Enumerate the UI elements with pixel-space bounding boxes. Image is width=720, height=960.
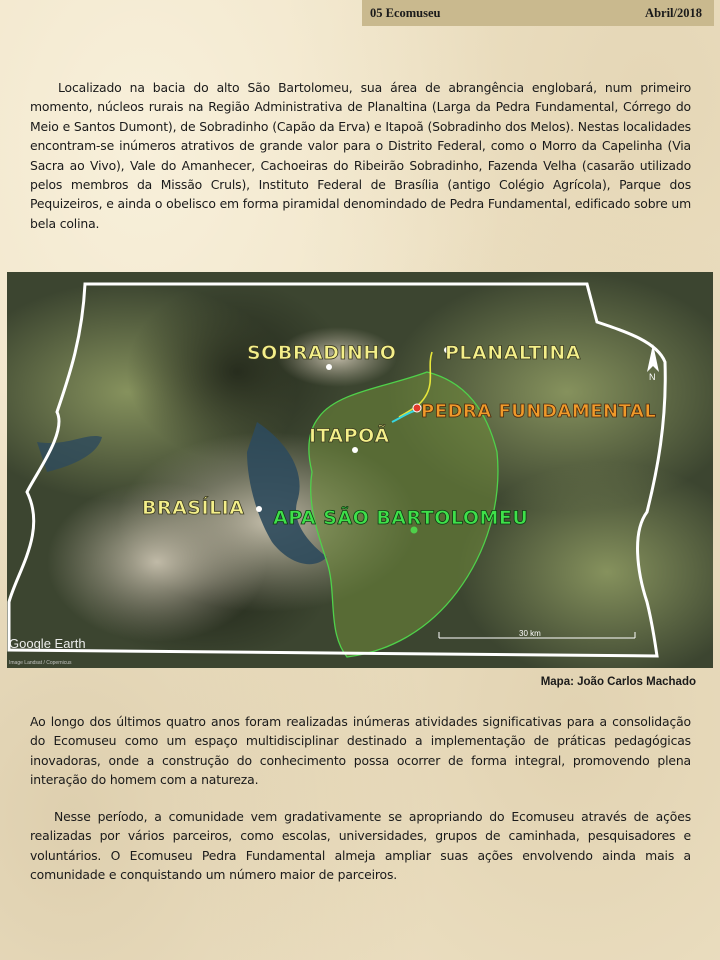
- map-label-pedra-fundamental: PEDRA FUNDAMENTAL: [421, 401, 657, 422]
- google-earth-watermark: Google Earth: [9, 636, 86, 651]
- map-label-itapoa: ITAPOÃ: [309, 425, 390, 447]
- compass-letter: N: [649, 372, 656, 382]
- brasilia-marker: [256, 506, 262, 512]
- imagery-credit: Image Landsat / Copernicus: [9, 660, 72, 666]
- itapoa-marker: [352, 447, 358, 453]
- map-label-planaltina: PLANALTINA: [445, 342, 581, 364]
- header-date: Abril/2018: [645, 5, 702, 20]
- activities-paragraph: Ao longo dos últimos quatro anos foram realizadas inúmeras atividades significativas para a consolidação do Ecomuseu como um espaço multidisciplinar destinado a implementação de práticas pedagógicas inovadoras, onde a construção do conhecimento possa ocorrer de forma integral, promovendo plena interação do homem com a natureza.: [30, 714, 691, 788]
- map-label-sobradinho: SOBRADINHO: [247, 342, 397, 364]
- intro-paragraph: Localizado na bacia do alto São Bartolomeu, sua área de abrangência englobará, num primeiro momento, núcleos rurais na Região Administrativa de Planaltina (Larga da Pedra Fundamental, Córrego do Meio e Santos Dumont), de Sobradinho (Capão da Erva) e Itapoã (Sobradinho dos Melos). Nestas localidades encontram-se inúmeros atrativos de grande valor para o Distrito Federal, como o Morro da Capelinha (Via Sacra ao Vivo), Vale do Amanhecer, Cachoeiras do Ribeirão Sobradinho, Fazenda Velha (casarão utilizado pelos membros da Missão Cruls), Instituto Federal de Brasília (antigo Colégio Agrícola), Parque dos Pequizeiros, e ainda o obelisco em forma piramidal denomindado de Pedra Fundamental, edificado sobre um bela colina.: [30, 80, 691, 231]
- satellite-map: [7, 272, 713, 668]
- pedra-fundamental-marker: [413, 404, 421, 412]
- map-caption: Mapa: João Carlos Machado: [540, 676, 696, 688]
- map-label-apa: APA SÃO BARTOLOMEU: [273, 507, 529, 529]
- scale-label: 30 km: [519, 629, 541, 638]
- header-bar: [362, 0, 714, 26]
- sobradinho-marker: [326, 364, 332, 370]
- community-paragraph: Nesse período, a comunidade vem gradativamente se apropriando do Ecomuseu através de ações realizadas por vários parceiros, como escolas, universidades, grupos de caminhada, pesquisadores e voluntários. O Ecomuseu Pedra Fundamental almeja ampliar suas ações envolvendo ainda mais a comunidade e conquistando um número maior de parceiros.: [30, 809, 691, 883]
- map-label-brasilia: BRASÍLIA: [142, 497, 245, 519]
- header-section: 05 Ecomuseu: [370, 5, 441, 20]
